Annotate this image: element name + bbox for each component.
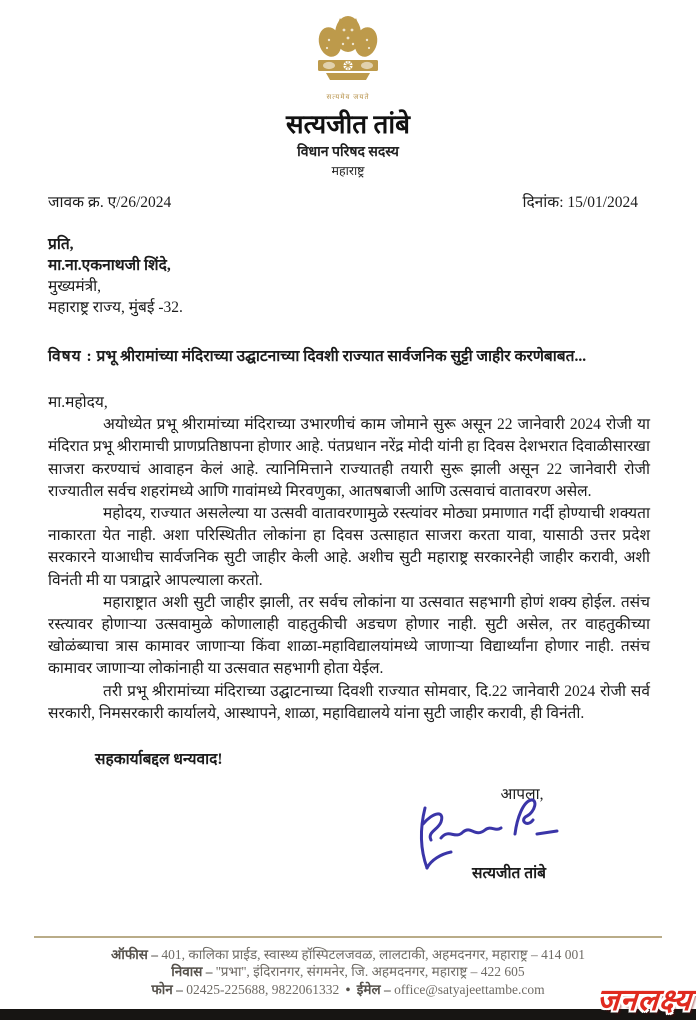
body-paragraph: अयोध्येत प्रभू श्रीरामांच्या मंदिराच्या उभारणीचं काम जोमाने सुरू असून 22 जानेवारी 2024 रोजी या मंदिरात प्रभू श्रीरामाची प्राणप्रतिष्ठापना होणार आहे. पंतप्रधान नरेंद्र मोदी यांनी हा दिवस देशभरात दिवाळीसारखा साजरा करण्याचं आवाहन केलं आहे. त्यानिमित्ताने राज्यातही तयारी सुरू झाली असून 22 जानेवारी रोजी राज्यातील सर्वच शहरांमध्ये आणि गावांमध्ये मिरवणुका, आतषबाजी आणि उत्सवाचं वातावरण असेल. xyxy=(48,416,650,500)
signature-block xyxy=(408,782,588,883)
phone-numbers: 02425-225688, 9822061332 xyxy=(186,981,340,997)
subject-text: प्रभू श्रीरामांच्या मंदिराच्या उद्घाटनाच्या दिवशी राज्यात सार्वजनिक सुट्टी जाहीर करणेबाबत... xyxy=(96,348,587,365)
body-paragraph: महाराष्ट्रात अशी सुटी जाहीर झाली, तर सर्वच लोकांना या उत्सवात सहभागी होणं शक्य होईल. तसंच रस्त्यावर होणाऱ्या उत्सवामुळे कोणालाही वाहतुकीची अडचण होणार नाही. सुटी असेल, तर वाहतुकीच्या खोळंब्याचा त्रास कामावर जाणाऱ्या किंवा शाळा-महाविद्यालयांमध्ये जाणाऱ्या विद्यार्थ्यांना होणार नाही. तसंच कामावर जाणाऱ्या लोकांनाही या उत्सवात सहभागी होता येईल. xyxy=(48,593,650,678)
residence-address: ''प्रभा'', इंदिरानगर, संगमनेर, जि. अहमदनगर, महाराष्ट्र – 422 605 xyxy=(215,964,525,979)
sender-state: महाराष्ट्र xyxy=(331,164,365,178)
phone-label: फोन – xyxy=(151,981,183,997)
sender-designation: विधान परिषद सदस्य xyxy=(297,145,399,160)
bullet-separator: • xyxy=(345,981,351,997)
footer-divider xyxy=(34,936,662,938)
letter-body xyxy=(48,392,650,725)
signature-regards: आपला, xyxy=(500,786,544,803)
footer-office-line xyxy=(0,946,696,964)
footer xyxy=(0,936,696,999)
ashoka-emblem-icon xyxy=(0,12,696,92)
bottom-bar xyxy=(0,1009,696,1020)
office-label: ऑफीस – xyxy=(111,946,158,962)
body-salutation: मा.महोदय, xyxy=(48,394,108,411)
subject-line xyxy=(48,345,650,369)
recipient-block xyxy=(48,234,648,318)
office-address: 401, कालिका प्राईड, स्वास्थ्य हॉस्पिटलजवळ, लालटाकी, अहमदनगर, महाराष्ट्र – 414 001 xyxy=(161,946,585,962)
emblem-motto: सत्यमेव जयते xyxy=(326,93,370,101)
outward-number: जावक क्र. ए/26/2024 xyxy=(48,194,172,211)
sender-name: सत्यजीत तांबे xyxy=(286,110,410,139)
email-address: office@satyajeettambe.com xyxy=(394,981,545,997)
letter-date: दिनांक: 15/01/2024 xyxy=(522,194,638,211)
recipient-designation: मुख्यमंत्री, xyxy=(48,278,102,295)
footer-contact-line xyxy=(0,981,696,999)
letterhead xyxy=(0,0,696,179)
subject-label: विषय : xyxy=(48,348,93,365)
residence-label: निवास – xyxy=(171,964,213,979)
recipient-name: मा.ना.एकनाथजी शिंदे, xyxy=(48,257,171,274)
signatory-name: सत्यजीत तांबे xyxy=(472,865,546,882)
recipient-address: महाराष्ट्र राज्य, मुंबई -32. xyxy=(48,299,183,316)
body-paragraph: तरी प्रभू श्रीरामांच्या मंदिराच्या उद्घाटनाच्या दिवशी राज्यात सोमवार, दि.22 जानेवारी 2024 रोजी सर्व सरकारी, निमसरकारी कार्यालये, आस्थापने, शाळा, महाविद्यालये यांना सुटी जाहीर करावी, ही विनंती. xyxy=(48,682,650,722)
reference-row xyxy=(48,190,638,212)
closing-thanks: सहकार्याबद्दल धन्यवाद! xyxy=(95,751,223,769)
body-paragraph: महोदय, राज्यात असलेल्या या उत्सवी वातावरणामुळे रस्त्यांवर मोठ्या प्रमाणात गर्दी होण्याची शक्यता नाकारता येत नाही. अशा परिस्थितीत लोकांना हा दिवस उत्साहात साजरा करता यावा, यासाठी उत्तर प्रदेश सरकारने याआधीच सार्वजनिक सुटी जाहीर केली आहे. अशीच सुटी महाराष्ट्र सरकारनेही जाहीर करावी, अशी विनंती मी या पत्राद्वारे आपल्याला करतो. xyxy=(48,505,650,589)
email-label: ईमेल – xyxy=(356,981,391,997)
footer-residence-line xyxy=(0,963,696,981)
recipient-salutation: प्रति, xyxy=(48,236,74,253)
watermark-janlakshya: जनलक्ष्य xyxy=(595,984,694,1017)
